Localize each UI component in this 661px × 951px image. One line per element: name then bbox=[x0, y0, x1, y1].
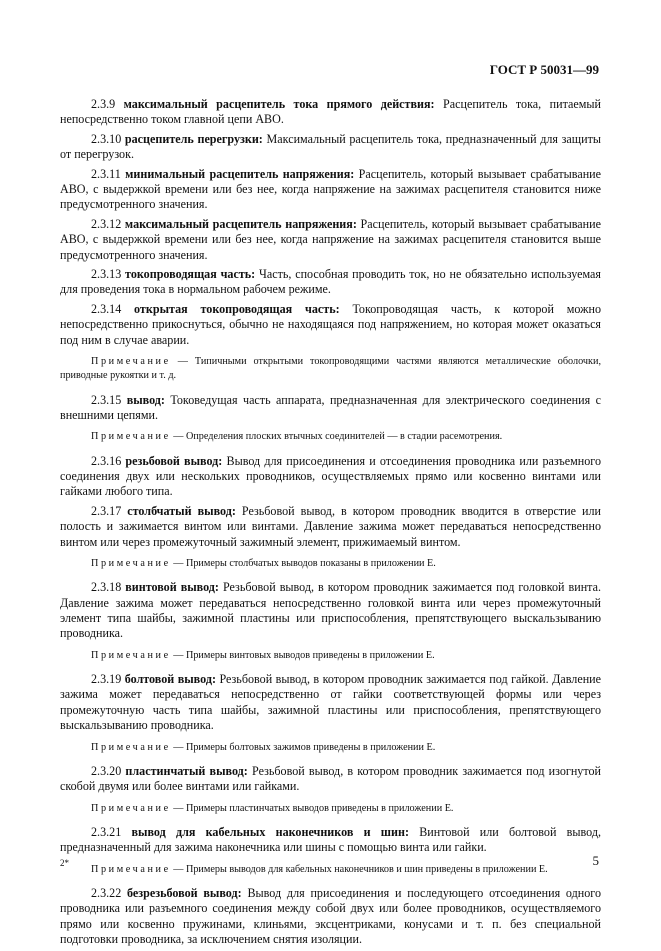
clause-number: 2.3.21 bbox=[91, 824, 122, 839]
note bbox=[60, 557, 601, 571]
term-name: расцепитель перегрузки: bbox=[124, 131, 263, 146]
term-definition-2-3-14 bbox=[60, 302, 601, 348]
term-name: минимальный расцепитель напряжения: bbox=[125, 166, 355, 181]
clause-number: 2.3.19 bbox=[91, 671, 122, 686]
definition-text: Винтовой или болтовой вывод, предназначенный для зажима наконечника или шины с помощью винта или гайки. bbox=[60, 824, 601, 855]
definition-text: Расцепитель, который вызывает срабатывание АВО, с выдержкой времени или без нее, когда напряжение на зажимах расцепителя становится ниже предусмотренного значения. bbox=[60, 166, 602, 212]
definition-text: Вывод для присоединения и последующего отсоединения одного проводника или разъемного соединения между собой двух или более проводников, осуществляемого прямо или косвенно пружинами, клиньями, эксцентриками, конусами и т. п. без специальной подготовки проводника, за исключением снятия изоляции. bbox=[60, 885, 601, 947]
term-definition-2-3-12 bbox=[60, 217, 601, 263]
clause-number: 2.3.17 bbox=[91, 503, 122, 518]
definition-text: Максимальный расцепитель тока, предназначенный для защиты от перегрузок. bbox=[60, 131, 601, 162]
note-label: Примечание bbox=[91, 741, 171, 753]
term-name: токопроводящая часть: bbox=[125, 267, 256, 282]
definition-text: Вывод для присоединения и отсоединения проводника или разъемного соединения двух или нескольких проводников, осуществляемых прямо или косвенно винтами или гайками любого типа. bbox=[60, 453, 601, 499]
term-name: открытая токопроводящая часть: bbox=[134, 301, 340, 316]
term-name: вывод: bbox=[126, 392, 165, 407]
clause-number: 2.3.16 bbox=[91, 453, 122, 468]
clause-number: 2.3.11 bbox=[91, 166, 121, 181]
clause-number: 2.3.9 bbox=[91, 97, 116, 111]
term-name: болтовой вывод: bbox=[124, 671, 216, 686]
signature-mark: 2* bbox=[60, 858, 69, 868]
note bbox=[60, 430, 601, 444]
term-definition-2-3-20 bbox=[60, 764, 601, 795]
term-name: резьбовой вывод: bbox=[125, 453, 223, 468]
note-text: — Примеры столбчатых выводов показаны в приложении Е. bbox=[173, 557, 436, 569]
definition-text: Токопроводящая часть, к которой можно непосредственно прикоснуться, обычно не находящаяся под напряжением, но которая может оказаться под ним в случае аварии. bbox=[60, 301, 601, 347]
definition-text: Расцепитель, который вызывает срабатывание АВО, с выдержкой времени или без нее, когда напряжение на зажимах расцепителя становится выше предусмотренного значения. bbox=[60, 216, 601, 262]
note-text: — Примеры болтовых зажимов приведены в приложении Е. bbox=[173, 741, 436, 753]
term-definition-2-3-18 bbox=[60, 580, 601, 642]
note-label: Примечание bbox=[91, 863, 171, 875]
clause-number: 2.3.14 bbox=[91, 301, 122, 316]
term-definition-2-3-16 bbox=[60, 454, 601, 500]
note-label: Примечание bbox=[91, 649, 171, 661]
term-name: вывод для кабельных наконечников и шин: bbox=[131, 824, 409, 839]
term-definition-2-3-19 bbox=[60, 672, 601, 734]
note bbox=[60, 649, 601, 663]
note-label: Примечание bbox=[91, 356, 171, 368]
note-text: — Определения плоских втычных соединителей — в стадии расемотрения. bbox=[173, 431, 503, 443]
note bbox=[60, 863, 601, 877]
note-text: — Примеры пластинчатых выводов приведены в приложении Е. bbox=[173, 802, 454, 814]
definition-text: Резьбовой вывод, в котором проводник вводится в отверстие или полость и зажимается винтом или винтами. Давление зажима может передаваться непосредственно винтом или через промежуточный зажимный элемент, прижимаемый винтом. bbox=[60, 503, 601, 549]
term-name: максимальный расцепитель напряжения: bbox=[124, 216, 357, 231]
definition-text: Часть, способная проводить ток, но не обязательно используемая для проведения тока в нормальном рабочем режиме. bbox=[60, 267, 601, 297]
definition-text: Резьбовой вывод, в котором проводник зажимается под изогнутой скобой двумя или более винтами или гайками. bbox=[60, 763, 602, 794]
clause-number: 2.3.10 bbox=[91, 131, 122, 146]
clause-number: 2.3.15 bbox=[91, 392, 122, 407]
term-definition-2-3-11 bbox=[60, 167, 601, 213]
term-definition-2-3-21 bbox=[60, 825, 601, 856]
clause-number: 2.3.22 bbox=[91, 885, 122, 900]
note-label: Примечание bbox=[91, 557, 171, 569]
term-definition-2-3-10 bbox=[60, 132, 601, 163]
note-text: — Примеры выводов для кабельных наконечников и шин приведены в приложении Е. bbox=[173, 863, 548, 875]
note bbox=[60, 355, 601, 383]
page-number: 5 bbox=[592, 853, 599, 868]
term-definition-2-3-9 bbox=[60, 97, 601, 128]
note-text: — Примеры винтовых выводов приведены в приложении Е. bbox=[173, 649, 435, 661]
definition-text: Расцепитель тока, питаемый непосредственно током главной цепи АВО. bbox=[60, 97, 601, 127]
term-name: винтовой вывод: bbox=[125, 580, 219, 595]
definition-text: Резьбовой вывод, в котором проводник зажимается под головкой винта. Давление зажима может передаваться непосредственно головкой винта или через промежуточный элемент типа шайбы, зажимной пластины или приспособления, препятствующего выскальзыванию проводника. bbox=[60, 580, 601, 641]
clause-number: 2.3.18 bbox=[91, 580, 122, 595]
term-name: безрезьбовой вывод: bbox=[127, 885, 242, 900]
note bbox=[60, 741, 601, 755]
term-definition-2-3-13 bbox=[60, 267, 601, 298]
definition-text: Токоведущая часть аппарата, предназначенная для электрического соединения с внешними цепями. bbox=[60, 392, 601, 422]
note-label: Примечание bbox=[91, 802, 171, 814]
note bbox=[60, 802, 601, 816]
term-name: столбчатый вывод: bbox=[127, 503, 236, 518]
clause-number: 2.3.20 bbox=[91, 763, 122, 778]
definition-text: Резьбовой вывод, в котором проводник зажимается под гайкой. Давление зажима может передаваться непосредственно от гайки соответствующей формы или через промежуточную часть типа шайбы, зажимной пластины или приспособления, препятствующего выскальзыванию проводника. bbox=[60, 671, 602, 733]
note-text: — Типичными открытыми токопроводящими частями являются металлические оболочки, приводные рукоятки и т. д. bbox=[60, 356, 601, 382]
document-body bbox=[60, 97, 601, 951]
term-name: максимальный расцепитель тока прямого действия: bbox=[123, 97, 435, 111]
term-definition-2-3-17 bbox=[60, 504, 601, 550]
term-name: пластинчатый вывод: bbox=[125, 763, 248, 778]
clause-number: 2.3.12 bbox=[91, 216, 122, 231]
note-label: Примечание bbox=[91, 431, 171, 443]
document-id: ГОСТ Р 50031—99 bbox=[489, 62, 599, 77]
clause-number: 2.3.13 bbox=[91, 267, 122, 282]
term-definition-2-3-22 bbox=[60, 886, 601, 948]
term-definition-2-3-15 bbox=[60, 393, 601, 424]
